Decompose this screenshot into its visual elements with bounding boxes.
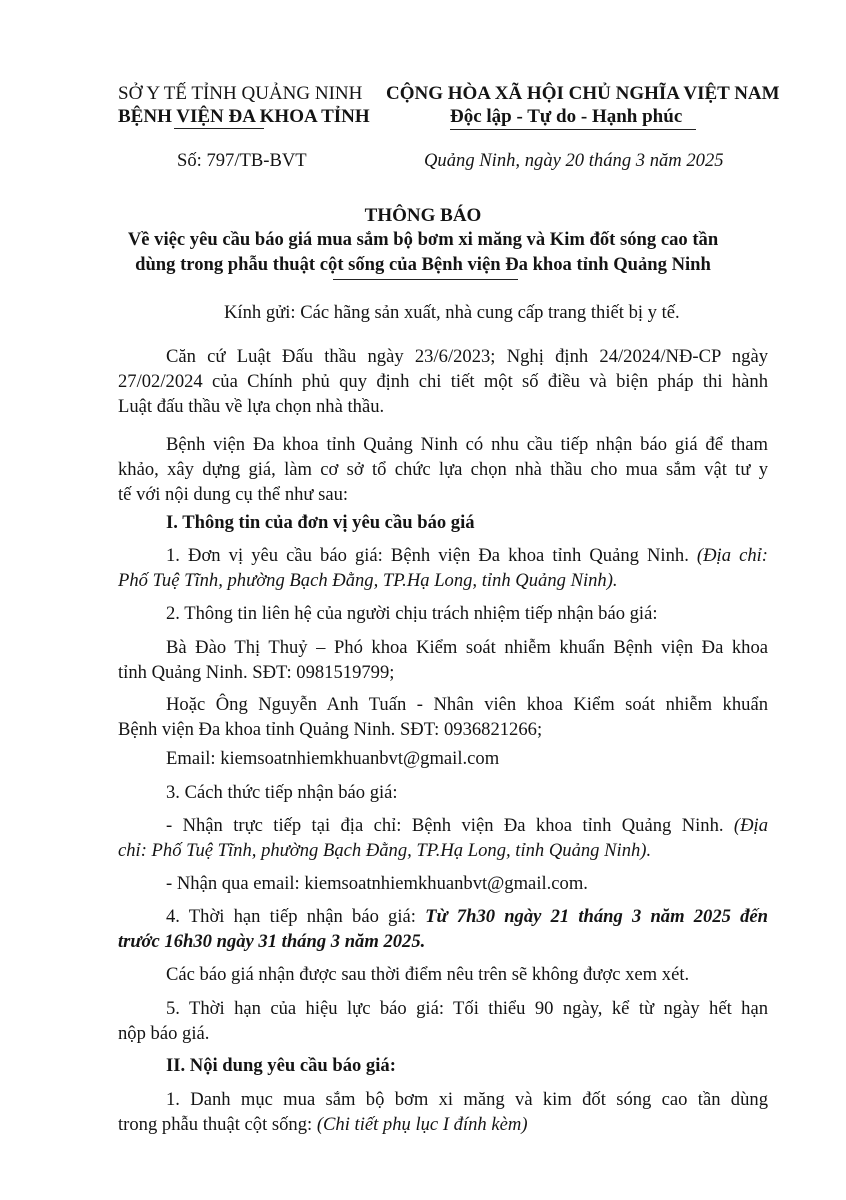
direct-receipt-address-label: (Địa xyxy=(733,815,768,836)
org-line-1: SỞ Y TẾ TỈNH QUẢNG NINH xyxy=(118,83,363,104)
contact-2-line-1: Hoặc Ông Nguyễn Anh Tuấn - Nhân viên khoa Kiểm soát nhiễm khuẩn xyxy=(166,694,768,715)
doc-subtitle-line-1: Về việc yêu cầu báo giá mua sắm bộ bơm xi măng và Kim đốt sóng cao tần xyxy=(127,229,719,250)
item-3-line: 3. Cách thức tiếp nhận báo giá: xyxy=(166,782,398,803)
direct-receipt-text: - Nhận trực tiếp tại địa chỉ: Bệnh viện Đa khoa tỉnh Quảng Ninh. xyxy=(166,815,734,836)
item-4-line-1 xyxy=(166,906,768,928)
intro-line-1: Bệnh viện Đa khoa tỉnh Quảng Ninh có nhu cầu tiếp nhận báo giá để tham xyxy=(166,434,768,455)
direct-receipt-line-2: chỉ: Phố Tuệ Tĩnh, phường Bạch Đằng, TP.Hạ Long, tỉnh Quảng Ninh). xyxy=(118,840,652,861)
item-1-line-1 xyxy=(166,545,768,567)
intro-line-2: khảo, xây dựng giá, làm cơ sở tổ chức lựa chọn nhà thầu cho mua sắm vật tư y xyxy=(118,459,768,480)
doc-number: Số: 797/TB-BVT xyxy=(177,150,307,171)
item-5-line-2: nộp báo giá. xyxy=(118,1023,210,1044)
late-quote-note: Các báo giá nhận được sau thời điểm nêu trên sẽ không được xem xét. xyxy=(166,964,690,985)
contact-1-line-2: tỉnh Quảng Ninh. SĐT: 0981519799; xyxy=(118,662,395,683)
section-2-item-1-line-2 xyxy=(118,1114,528,1136)
item-1-address-label: (Địa chỉ: xyxy=(696,545,768,566)
nation-line-2: Độc lập - Tự do - Hạnh phúc xyxy=(450,106,683,127)
intro-line-3: tế với nội dung cụ thể như sau: xyxy=(118,484,349,505)
item-4-text: 4. Thời hạn tiếp nhận báo giá: xyxy=(166,906,426,927)
section-2-item-1-line-1: 1. Danh mục mua sắm bộ bơm xi măng và kim đốt sóng cao tần dùng xyxy=(166,1089,768,1110)
section-2-item-1-text: trong phẫu thuật cột sống: xyxy=(118,1114,317,1135)
legal-basis-line-2: 27/02/2024 của Chính phủ quy định chi tiết một số điều và biện pháp thi hành xyxy=(118,371,768,392)
contact-email: Email: kiemsoatnhiemkhuanbvt@gmail.com xyxy=(166,748,500,769)
item-1-line-2: Phố Tuệ Tĩnh, phường Bạch Đằng, TP.Hạ Long, tỉnh Quảng Ninh). xyxy=(118,570,618,591)
doc-subtitle-line-2: dùng trong phẫu thuật cột sống của Bệnh viện Đa khoa tỉnh Quảng Ninh xyxy=(135,254,711,275)
nation-line-1: CỘNG HÒA XÃ HỘI CHỦ NGHĨA VIỆT NAM xyxy=(386,83,780,104)
recipient-line: Kính gửi: Các hãng sản xuất, nhà cung cấp trang thiết bị y tế. xyxy=(224,302,680,323)
legal-basis-line-1: Căn cứ Luật Đấu thầu ngày 23/6/2023; Nghị định 24/2024/NĐ-CP ngày xyxy=(166,346,768,367)
appendix-reference: (Chi tiết phụ lục I đính kèm) xyxy=(316,1114,528,1135)
org-line-2: BỆNH VIỆN ĐA KHOA TỈNH xyxy=(118,106,370,127)
motto-underline xyxy=(450,129,696,130)
item-2-line: 2. Thông tin liên hệ của người chịu trách nhiệm tiếp nhận báo giá: xyxy=(166,603,658,624)
item-4-line-2: trước 16h30 ngày 31 tháng 3 năm 2025. xyxy=(118,931,426,952)
item-5-line-1: 5. Thời hạn của hiệu lực báo giá: Tối thiểu 90 ngày, kể từ ngày hết hạn xyxy=(166,998,768,1019)
direct-receipt-line-1 xyxy=(166,815,768,837)
legal-basis-line-3: Luật đấu thầu về lựa chọn nhà thầu. xyxy=(118,396,385,417)
title-underline xyxy=(333,279,518,280)
place-date: Quảng Ninh, ngày 20 tháng 3 năm 2025 xyxy=(424,150,724,171)
doc-title: THÔNG BÁO xyxy=(364,205,482,226)
item-4-period-start: Từ 7h30 ngày 21 tháng 3 năm 2025 đến xyxy=(425,906,768,927)
section-2-heading: II. Nội dung yêu cầu báo giá: xyxy=(166,1055,396,1076)
contact-1-line-1: Bà Đào Thị Thuỷ – Phó khoa Kiểm soát nhiễm khuẩn Bệnh viện Đa khoa xyxy=(166,637,768,658)
email-receipt-line: - Nhận qua email: kiemsoatnhiemkhuanbvt@gmail.com. xyxy=(166,873,588,894)
contact-2-line-2: Bệnh viện Đa khoa tỉnh Quảng Ninh. SĐT: 0936821266; xyxy=(118,719,543,740)
org-underline xyxy=(174,128,264,129)
section-1-heading: I. Thông tin của đơn vị yêu cầu báo giá xyxy=(166,512,475,533)
item-1-text: 1. Đơn vị yêu cầu báo giá: Bệnh viện Đa khoa tỉnh Quảng Ninh. xyxy=(166,545,697,566)
